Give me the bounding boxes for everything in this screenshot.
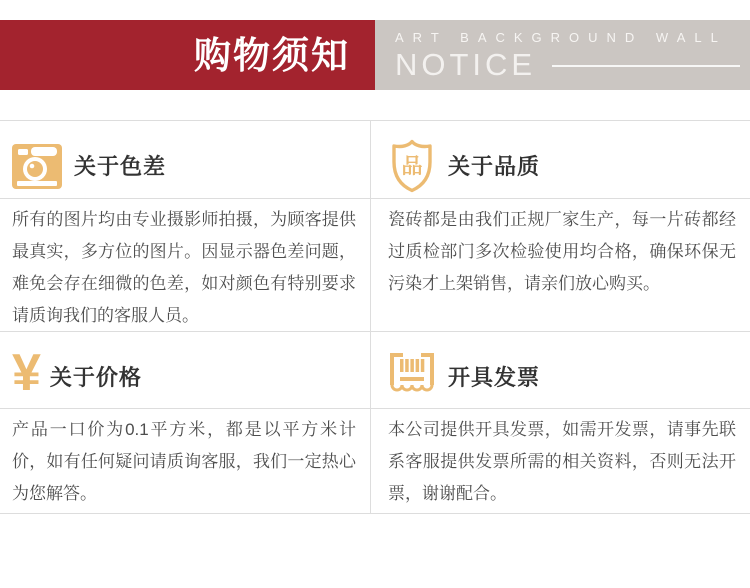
section-title-invoice: 开具发票 xyxy=(448,364,541,390)
section-title-quality: 关于品质 xyxy=(448,154,541,179)
section-title-price: 关于价格 xyxy=(49,364,142,390)
body-text-color-difference: 所有的图片均由专业摄影师拍摄，为顾客提供最真实，多方位的图片。因显示器色差问题，难免会存在细微的色差，如对颜色有特别要求请质询我们的客服人员。 xyxy=(12,210,356,325)
section-header-quality xyxy=(370,121,750,199)
section-header-price xyxy=(0,332,370,409)
banner-subtitle-bottom-row xyxy=(395,49,750,80)
section-header-color-difference xyxy=(0,121,370,199)
notice-banner xyxy=(0,20,750,90)
body-text-price: 产品一口价为0.1平方米，都是以平方米计价，如有任何疑问请质询客服，我们一定热心为您解答。 xyxy=(12,420,356,503)
shield-quality-icon xyxy=(388,139,436,193)
decorative-line xyxy=(552,65,740,67)
receipt-icon xyxy=(388,351,436,401)
section-header-invoice xyxy=(370,332,750,409)
banner-right-gray xyxy=(375,20,750,90)
notice-grid xyxy=(0,120,750,514)
body-text-quality: 瓷砖都是由我们正规厂家生产，每一片砖都经过质检部门多次检验使用均合格，确保环保无污染才上架销售，请亲们放心购买。 xyxy=(388,210,736,293)
svg-text:品: 品 xyxy=(401,154,423,178)
banner-subtitle-bottom: NOTICE xyxy=(395,47,537,82)
section-body-price xyxy=(0,409,370,513)
section-body-invoice xyxy=(370,409,750,513)
section-title-color-difference: 关于色差 xyxy=(74,154,167,179)
section-body-quality xyxy=(370,199,750,332)
body-text-invoice: 本公司提供开具发票，如需开发票，请事先联系客服提供发票所需的相关资料，否则无法开票，谢谢配合。 xyxy=(388,420,736,503)
shopping-notice-page xyxy=(0,20,750,588)
banner-title-cn: 购物须知 xyxy=(194,34,350,76)
yuan-icon: ¥ xyxy=(12,344,41,402)
banner-subtitle-top: ART BACKGROUND WALL xyxy=(395,30,727,45)
banner-left-red xyxy=(0,20,375,90)
section-body-color-difference xyxy=(0,199,370,332)
camera-icon xyxy=(12,141,62,191)
